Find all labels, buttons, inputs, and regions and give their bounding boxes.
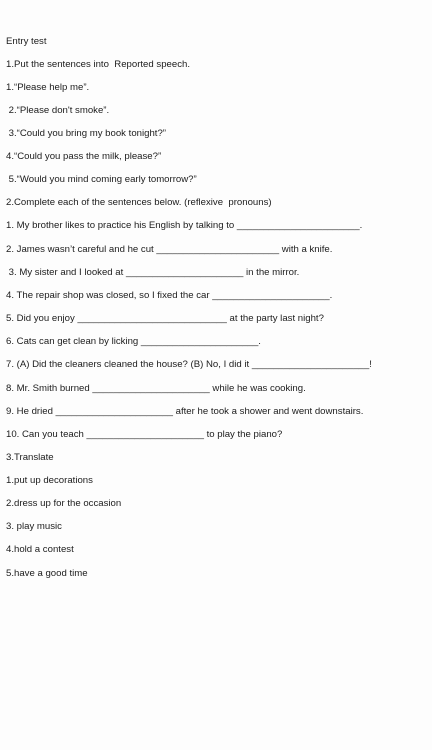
section-3-item: 5.have a good time [6,568,88,579]
section-3-heading: 3.Translate [6,452,54,463]
page-title: Entry test [6,36,47,47]
section-3-item: 1.put up decorations [6,475,93,486]
section-2-item: 10. Can you teach ______________________ to play the piano? [6,429,283,440]
section-2-item: 2. James wasn’t careful and he cut _______________________ with a knife. [6,244,333,255]
section-2-item: 3. My sister and I looked at ______________________ in the mirror. [6,267,300,278]
section-1-heading: 1.Put the sentences into Reported speech. [6,59,191,70]
section-2-heading: 2.Complete each of the sentences below. (reflexive pronouns) [6,197,272,208]
section-2-item: 4. The repair shop was closed, so I fixed the car ______________________. [6,290,333,301]
section-1-item: 5.“Would you mind coming early tomorrow?” [6,174,197,185]
section-1-item: 4.“Could you pass the milk, please?” [6,151,162,162]
section-2-item: 9. He dried ______________________ after he took a shower and went downstairs. [6,406,364,417]
section-1-item: 2.“Please don't smoke”. [6,105,110,116]
section-2-item: 5. Did you enjoy ____________________________ at the party last night? [6,313,324,324]
section-2-item: 8. Mr. Smith burned ______________________ while he was cooking. [6,383,306,394]
section-2-item: 7. (A) Did the cleaners cleaned the house? (B) No, I did it ______________________! [6,359,372,370]
section-3-item: 2.dress up for the occasion [6,498,122,509]
section-1-item: 3.“Could you bring my book tonight?” [6,128,166,139]
section-2-item: 1. My brother likes to practice his English by talking to _______________________. [6,220,363,231]
section-3-item: 3. play music [6,521,62,532]
section-1-item: 1.“Please help me”. [6,82,90,93]
section-3-item: 4.hold a contest [6,544,74,555]
section-2-item: 6. Cats can get clean by licking ______________________. [6,336,261,347]
